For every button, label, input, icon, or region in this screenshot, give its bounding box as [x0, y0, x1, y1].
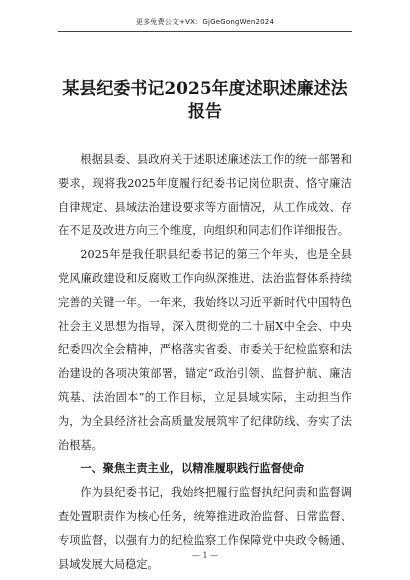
document-body [58, 148, 352, 576]
paragraph-overview: 2025年是我任职县纪委书记的第三个年头，也是全县党风廉政建设和反腐败工作向纵深推进、法治监督体系持续完善的关键一年。一年来，我始终以习近平新时代中国特色社会主义思想为指导，深入贯彻党的二十届X中全会、中央纪委四次全会精神，严格落实省委、市委关于纪检监察和法治建设的各项决策部署，锚定“政治引领、监督护航、廉洁筑基、法治固本”的工作目标，立足县域实际，主动担当作为，为全县经济社会高质量发展筑牢了纪律防线、夯实了法治根基。 [58, 248, 352, 452]
page-header: 更多免费公文+VX：GjGeGongWen2024 [135, 18, 275, 26]
page-number: — 1 — [191, 551, 219, 560]
document-title: 某县纪委书记2025年度述职述廉述法报告 [62, 79, 348, 122]
paragraph-intro: 根据县委、县政府关于述职述廉述法工作的统一部署和要求，现将我2025年度履行纪委书记岗位职责、恪守廉洁自律规定、县域法治建设要求等方面情况，从工作成效、存在不足及改进方向三个维度，向组织和同志们作详细报告。 [58, 153, 352, 238]
paragraph-section-one: 作为县纪委书记，我始终把履行监督执纪问责和监督调查处置职责作为核心任务，统筹推进政治监督、日常监督、专项监督，以强有力的纪检监察工作保障党中央政令畅通、县域发展大局稳定。 [58, 486, 352, 571]
header-divider [58, 31, 352, 32]
section-heading: 一、聚焦主责主业，以精准履职践行监督使命 [80, 462, 305, 476]
